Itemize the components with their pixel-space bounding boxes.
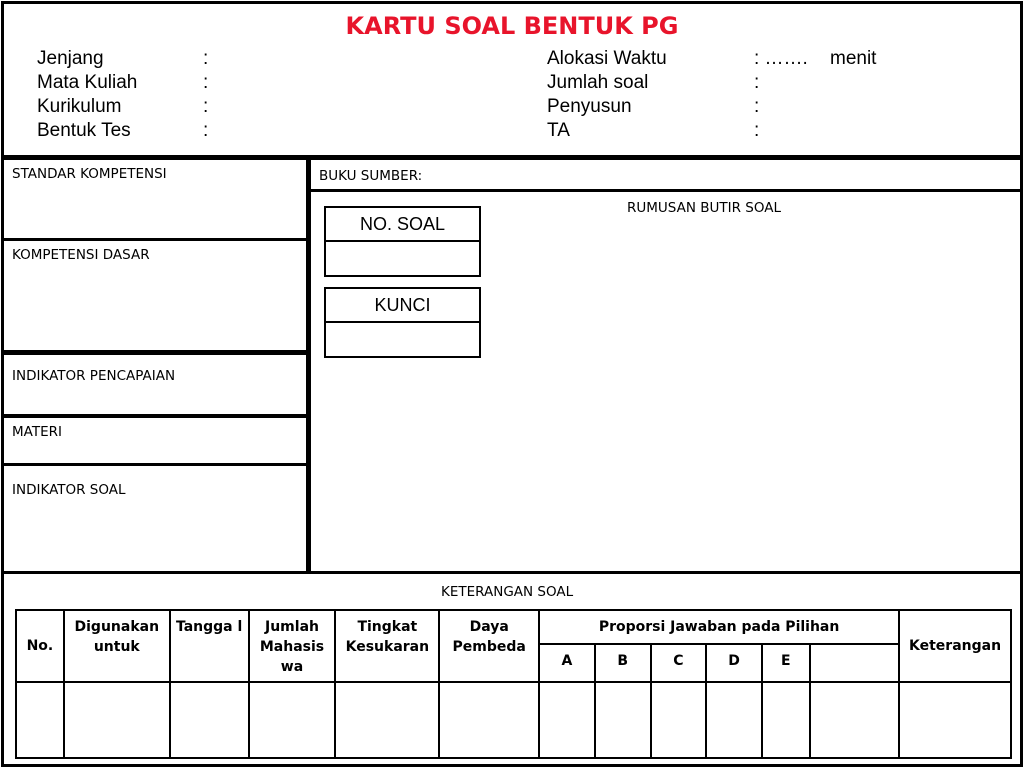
kunci-box bbox=[324, 287, 481, 358]
col-header-jumlah-mahasiswa: Jumlah Mahasis wa bbox=[249, 610, 336, 682]
kunci-label: KUNCI bbox=[326, 289, 479, 323]
option-c-header: C bbox=[651, 644, 707, 682]
field-kurikulum-sep: : bbox=[203, 96, 209, 117]
field-penyusun-sep: : bbox=[754, 96, 760, 117]
col-header-no: No. bbox=[16, 610, 64, 682]
field-bentuk-tes-sep: : bbox=[203, 120, 209, 141]
col-header-keterangan: Keterangan bbox=[899, 610, 1011, 682]
col-header-digunakan: Digunakan untuk bbox=[64, 610, 170, 682]
cell-option-extra[interactable] bbox=[810, 682, 899, 758]
cell-digunakan[interactable] bbox=[64, 682, 170, 758]
option-d-header: D bbox=[706, 644, 762, 682]
keterangan-soal-title: KETERANGAN SOAL bbox=[441, 584, 574, 600]
header-left-fields bbox=[37, 47, 237, 147]
indikator-pencapaian-label: INDIKATOR PENCAPAIAN bbox=[12, 368, 176, 384]
option-extra-header bbox=[810, 644, 899, 682]
field-ta-sep: : bbox=[754, 120, 760, 141]
cell-option-a[interactable] bbox=[539, 682, 595, 758]
cell-option-b[interactable] bbox=[595, 682, 651, 758]
option-a-header: A bbox=[539, 644, 595, 682]
indikator-pencapaian-box bbox=[1, 352, 309, 417]
card-header bbox=[1, 1, 1023, 158]
cell-daya-pembeda[interactable] bbox=[439, 682, 539, 758]
cell-option-c[interactable] bbox=[651, 682, 707, 758]
cell-tanggal[interactable] bbox=[170, 682, 249, 758]
field-bentuk-tes-label: Bentuk Tes bbox=[37, 120, 131, 141]
card-title: KARTU SOAL BENTUK PG bbox=[345, 12, 679, 40]
cell-tingkat-kesukaran[interactable] bbox=[335, 682, 439, 758]
field-ta-label: TA bbox=[547, 120, 570, 141]
field-jumlah-soal-label: Jumlah soal bbox=[547, 72, 649, 93]
cell-no[interactable] bbox=[16, 682, 64, 758]
field-mata-kuliah-label: Mata Kuliah bbox=[37, 72, 138, 93]
field-alokasi-waktu-unit: menit bbox=[830, 48, 877, 69]
kompetensi-dasar-box bbox=[1, 238, 309, 353]
buku-sumber-label: BUKU SUMBER: bbox=[319, 168, 423, 184]
field-kurikulum-label: Kurikulum bbox=[37, 96, 122, 117]
materi-label: MATERI bbox=[12, 424, 62, 440]
option-b-header: B bbox=[595, 644, 651, 682]
buku-sumber-box bbox=[308, 157, 1023, 192]
indikator-soal-box bbox=[1, 463, 309, 574]
cell-option-d[interactable] bbox=[706, 682, 762, 758]
field-alokasi-waktu-label: Alokasi Waktu bbox=[547, 48, 667, 69]
col-header-tanggal: Tangga l bbox=[170, 610, 249, 682]
cell-keterangan[interactable] bbox=[899, 682, 1011, 758]
option-e-header: E bbox=[762, 644, 810, 682]
col-header-tingkat-kesukaran: Tingkat Kesukaran bbox=[335, 610, 439, 682]
field-jumlah-soal-sep: : bbox=[754, 72, 760, 93]
no-soal-label: NO. SOAL bbox=[326, 208, 479, 242]
materi-box bbox=[1, 415, 309, 466]
rumusan-butir-soal-label: RUMUSAN BUTIR SOAL bbox=[627, 200, 781, 216]
indikator-soal-label: INDIKATOR SOAL bbox=[12, 482, 126, 498]
field-alokasi-waktu-sep: : ……. bbox=[754, 48, 808, 69]
field-jenjang-sep: : bbox=[203, 48, 209, 69]
no-soal-box bbox=[324, 206, 481, 277]
table-row bbox=[16, 682, 1011, 758]
rumusan-butir-soal-box bbox=[308, 189, 1023, 574]
field-penyusun-label: Penyusun bbox=[547, 96, 632, 117]
field-jenjang-label: Jenjang bbox=[37, 48, 104, 69]
keterangan-table bbox=[15, 609, 1012, 759]
col-header-daya-pembeda: Daya Pembeda bbox=[439, 610, 539, 682]
header-right-fields bbox=[547, 47, 907, 147]
standar-kompetensi-box bbox=[1, 157, 309, 241]
col-header-proporsi-jawaban: Proporsi Jawaban pada Pilihan bbox=[539, 610, 899, 644]
field-mata-kuliah-sep: : bbox=[203, 72, 209, 93]
kompetensi-dasar-label: KOMPETENSI DASAR bbox=[12, 247, 150, 263]
cell-jumlah-mahasiswa[interactable] bbox=[249, 682, 336, 758]
cell-option-e[interactable] bbox=[762, 682, 810, 758]
standar-kompetensi-label: STANDAR KOMPETENSI bbox=[12, 166, 167, 182]
